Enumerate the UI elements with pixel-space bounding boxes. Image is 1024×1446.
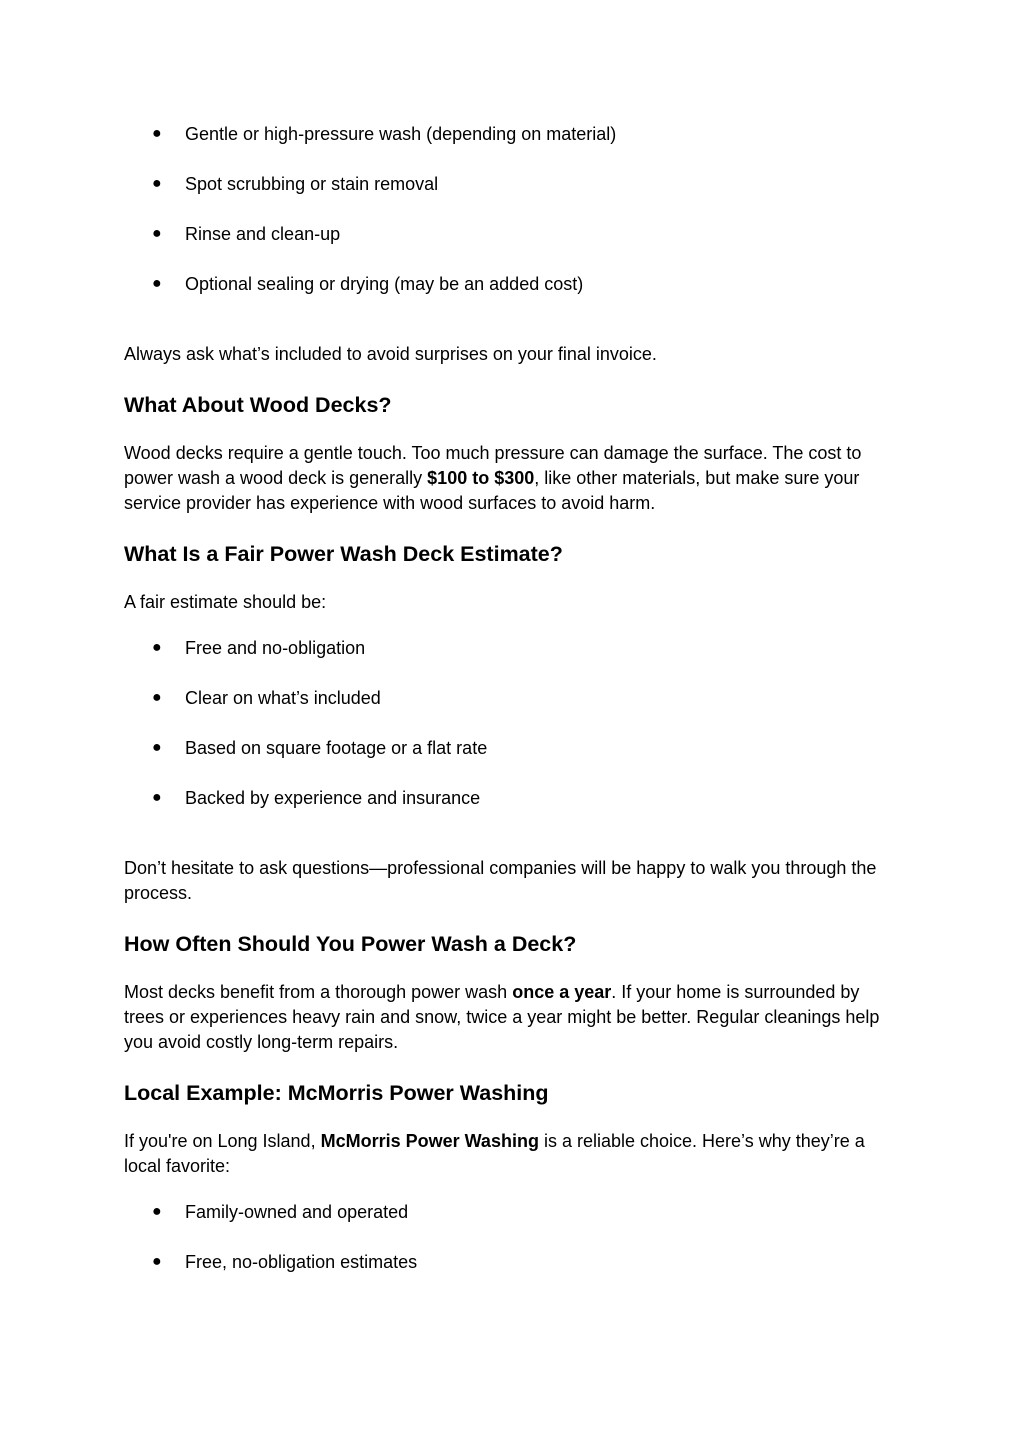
heading-wood-decks: What About Wood Decks? (124, 393, 392, 417)
heading-local-example: Local Example: McMorris Power Washing (124, 1081, 549, 1105)
list-item-text: Rinse and clean-up (185, 224, 341, 244)
list-item-text: Backed by experience and insurance (185, 788, 481, 808)
text-run: If you're on Long Island, (124, 1131, 321, 1151)
bold-company-name: McMorris Power Washing (320, 1131, 539, 1151)
text-run: is a reliable choice. Here’s why they’re a local favorite: (124, 1131, 865, 1176)
paragraph-local-example (124, 1129, 904, 1179)
list-item (124, 684, 904, 712)
list-item-text: Gentle or high-pressure wash (depending on material) (185, 124, 617, 144)
bold-frequency: once a year (512, 982, 612, 1002)
bullet-icon: ● (152, 125, 162, 142)
heading-fair-estimate: What Is a Fair Power Wash Deck Estimate? (124, 542, 563, 566)
text-run: Most decks benefit from a thorough power wash (124, 982, 513, 1002)
list-item-text: Family-owned and operated (185, 1202, 409, 1222)
list-item (124, 170, 904, 198)
bullet-icon: ● (152, 1253, 162, 1270)
list-item-text: Clear on what’s included (185, 688, 381, 708)
list-item-text: Free and no-obligation (185, 638, 366, 658)
text-run: Wood decks require a gentle touch. Too much pressure can damage the surface. The cost to power wash a wood deck is generally (124, 443, 862, 488)
paragraph-wood-decks (124, 441, 904, 516)
list-item-text: Optional sealing or drying (may be an added cost) (185, 274, 584, 294)
process-list (124, 120, 904, 298)
bullet-icon: ● (152, 275, 162, 292)
list-item (124, 784, 904, 812)
bullet-icon: ● (152, 789, 162, 806)
bullet-icon: ● (152, 225, 162, 242)
list-item-text: Spot scrubbing or stain removal (185, 174, 439, 194)
bullet-icon: ● (152, 175, 162, 192)
text-run: . If your home is surrounded by trees or experiences heavy rain and snow, twice a year might be better. Regular cleanings help you avoid costly long-term repairs. (124, 982, 880, 1052)
local-favorite-list (124, 1198, 904, 1276)
paragraph-hesitate: Don’t hesitate to ask questions—professional companies will be happy to walk you through the process. (124, 858, 877, 903)
bullet-icon: ● (152, 689, 162, 706)
list-item (124, 1198, 904, 1226)
list-item (124, 1248, 904, 1276)
bullet-icon: ● (152, 739, 162, 756)
list-item-text: Free, no-obligation estimates (185, 1252, 418, 1272)
paragraph-how-often (124, 980, 904, 1055)
bold-price: $100 to $300 (427, 468, 535, 488)
list-item (124, 634, 904, 662)
paragraph-ask: Always ask what’s included to avoid surprises on your final invoice. (124, 344, 657, 364)
text-run: , like other materials, but make sure your service provider has experience with wood surfaces to avoid harm. (124, 468, 860, 513)
list-item-text: Based on square footage or a flat rate (185, 738, 488, 758)
bullet-icon: ● (152, 1203, 162, 1220)
list-item (124, 270, 904, 298)
list-item (124, 734, 904, 762)
heading-how-often: How Often Should You Power Wash a Deck? (124, 932, 577, 956)
bullet-icon: ● (152, 639, 162, 656)
fair-estimate-list (124, 634, 904, 812)
document-page (124, 120, 904, 1276)
list-item (124, 120, 904, 148)
paragraph-fair-intro: A fair estimate should be: (124, 592, 327, 612)
list-item (124, 220, 904, 248)
